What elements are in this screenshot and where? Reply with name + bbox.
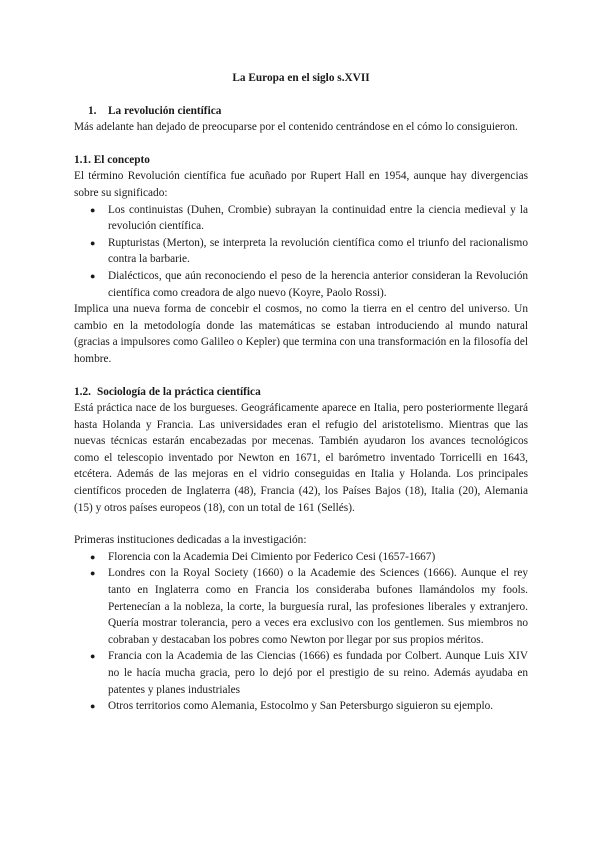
concept-bullet-list <box>74 202 528 302</box>
section-1-heading <box>88 103 528 120</box>
bullet-icon: ● <box>90 651 96 662</box>
list-item: ● Londres con la Royal Society (1660) o la Academie des Sciences (1666). Aunque el rey tanto en Inglaterra como en Francia los consideraba bufones llamándolos my fools. Pertenecían a la nobleza, la corte, la burguesía rural, las profesiones liberales y extranjero. Quería mostrar tolerancia, pero a veces era exclusivo con los gentlemen. Sus miembros no cobraban y destacaban los pobres como Newton por llegar por sus propios méritos. <box>90 567 528 646</box>
list-item: ● Otros territorios como Alemania, Estocolmo y San Petersburgo siguieron su ejemplo. <box>74 698 528 715</box>
list-item: ● Francia con la Academia de las Ciencias (1666) es fundada por Colbert. Aunque Luis XIV no le hacía mucha gracia, pero lo dejó por el prestigio de su reino. Además ayudaba en patentes y planes industriales <box>90 650 528 696</box>
section-1-paragraph: Más adelante han dejado de preocuparse por el contenido centrándose en el cómo lo consiguieron. <box>74 121 518 134</box>
list-item: ● Los continuistas (Duhen, Crombie) subrayan la continuidad entre la ciencia medieval y la revolución científica. <box>90 203 528 233</box>
section-1-2-paragraph: Está práctica nace de los burgueses. Geográficamente aparece en Italia, pero posteriormente llegará hasta Holanda y Francia. Las universidades eran el refugio del aristotelismo. Mientras que las nuevas técnicas estarán encabezadas por mecenas. También ayudaron los avances tecnológicos como el telescopio inventado por Newton en 1671, el barómetro inventado Torricelli en 1643, etcétera. Además de las mejoras en el vidrio conseguidas en Italia y Holanda. Los principales científicos proceden de Inglaterra (48), Francia (42), los Países Bajos (18), Italia (20), Alemania (15) y otros países europeos (18), con un total de 161 (Sellés). <box>74 402 528 514</box>
section-1-heading-text: La revolución científica <box>108 104 222 117</box>
section-1-1-outro: Implica una nueva forma de concebir el cosmos, no como la tierra en el centro del universo. Un cambio en la metodología donde las matemáticas se estaban introduciendo al mundo natural (gracias a impulsores como Galileo o Kepler) que termina con una transformación en la filosofía del hombre. <box>74 303 528 365</box>
section-1-2-heading-text: Sociología de la práctica científica <box>96 385 261 398</box>
section-1-2-heading <box>74 384 528 401</box>
document-title: La Europa en el siglo s.XVII <box>232 72 370 84</box>
bullet-icon: ● <box>90 204 96 215</box>
bullet-icon: ● <box>90 701 96 712</box>
section-1-1-intro: El término Revolución científica fue acuñado por Rupert Hall en 1954, aunque hay divergencias sobre su significado: <box>74 170 528 199</box>
bullet-icon: ● <box>90 237 96 248</box>
list-item: ● Rupturistas (Merton), se interpreta la revolución científica como el triunfo del racionalismo contra la barbarie. <box>90 236 528 266</box>
section-1-2-number: 1.2. <box>74 385 91 398</box>
document-page <box>74 70 528 715</box>
list-item: ● Dialécticos, que aún reconociendo el peso de la herencia anterior consideran la Revolución científica como creadora de algo nuevo (Koyre, Paolo Rossi). <box>90 269 528 299</box>
institutions-bullet-list <box>74 549 528 715</box>
institutions-intro: Primeras instituciones dedicadas a la investigación: <box>74 534 307 547</box>
bullet-icon: ● <box>90 551 96 562</box>
section-1-number: 1. <box>88 104 97 117</box>
section-1-1-heading: 1.1. El concepto <box>74 153 150 166</box>
list-item: ● Florencia con la Academia Dei Cimiento por Federico Cesi (1657-1667) <box>74 549 528 566</box>
bullet-icon: ● <box>90 270 96 281</box>
bullet-icon: ● <box>90 568 96 579</box>
